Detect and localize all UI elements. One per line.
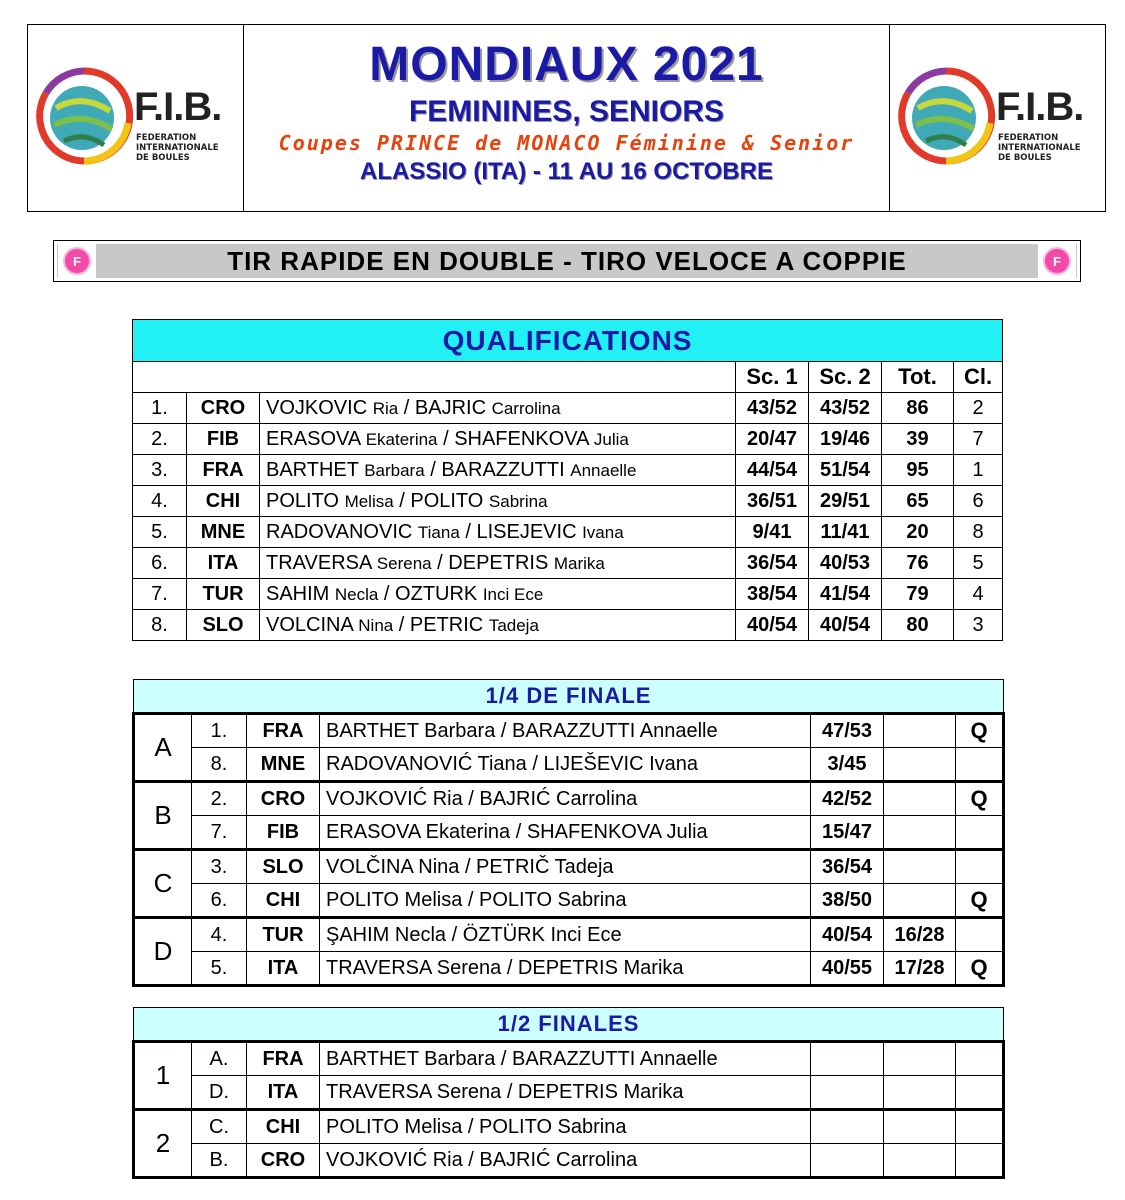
nation-code: CHI [247,1110,320,1144]
team-names: VOLCINA Nina / PETRIC Tadeja [260,610,736,641]
table-row [134,850,1004,884]
table-row [133,517,1003,548]
group-label: B [134,782,192,850]
score-1 [811,1076,884,1110]
fib-emblem-icon [896,63,996,173]
player2-first: Tadeja [488,615,539,635]
score-1: 47/53 [811,714,884,748]
team-names: SAHIM Necla / OZTURK Inci Ece [260,579,736,610]
score-2 [884,1144,956,1178]
seed-number: D. [192,1076,247,1110]
seed-number: 6. [192,884,247,918]
nation-code: ITA [247,1076,320,1110]
score-1 [811,1042,884,1076]
team-names: RADOVANOVIĆ Tiana / LIJEŠEVIC Ivana [320,748,811,782]
event-location: ALASSIO (ITA) - 11 AU 16 OCTOBRE [360,158,773,185]
team-names: VOJKOVIĆ Ria / BAJRIĆ Carrolina [320,1144,811,1178]
score-2 [884,884,956,918]
score-1: 20/47 [736,424,809,455]
qualified-mark [956,850,1004,884]
player2-last: PETRIC [409,613,484,636]
player2-first: Inci Ece [482,584,544,604]
team-names: POLITO Melisa / POLITO Sabrina [260,486,736,517]
score-2 [884,714,956,748]
player1-last: VOLCINA [266,613,353,636]
score-1: 36/54 [811,850,884,884]
total: 65 [882,486,954,517]
score-2 [884,1076,956,1110]
score-2 [884,782,956,816]
player1-first: Barbara [364,460,425,480]
total: 79 [882,579,954,610]
player1-first: Ria [372,398,399,418]
total: 95 [882,455,954,486]
score-2 [884,816,956,850]
score-2: 51/54 [809,455,882,486]
table-row [133,579,1003,610]
nation-code: CRO [187,393,260,424]
score-1: 36/51 [736,486,809,517]
female-badge-icon: F [63,247,91,275]
seed-number: B. [192,1144,247,1178]
row-number: 5. [133,517,187,548]
rank: 7 [954,424,1003,455]
player1-first: Ekaterina [365,429,438,449]
nation-code: SLO [247,850,320,884]
team-names: BARTHET Barbara / BARAZZUTTI Annaelle [320,714,811,748]
player1-first: Necla [334,584,379,604]
nation-code: MNE [187,517,260,548]
team-names: VOJKOVIC Ria / BAJRIC Carrolina [260,393,736,424]
semi-final-title: 1/2 FINALES [134,1008,1004,1042]
player2-last: BAJRIC [414,396,487,419]
fib-emblem-icon [34,63,134,173]
player1-last: TRAVERSA [266,551,372,574]
qualified-mark [956,918,1004,952]
team-names: POLITO Melisa / POLITO Sabrina [320,884,811,918]
group-label: 2 [134,1110,192,1178]
fib-fullname: FEDERATION INTERNATIONALE DE BOULES [998,133,1081,163]
rank: 4 [954,579,1003,610]
score-1: 40/54 [811,918,884,952]
score-2: 11/41 [809,517,882,548]
fib-logo-right [889,25,1105,211]
female-badge-icon: F [1043,247,1071,275]
score-1: 42/52 [811,782,884,816]
player1-last: SAHIM [266,582,330,605]
nation-code: FIB [187,424,260,455]
table-row [134,748,1004,782]
nation-code: CRO [247,1144,320,1178]
table-row [133,486,1003,517]
rank: 8 [954,517,1003,548]
qualified-mark [956,1076,1004,1110]
player1-first: Serena [376,553,432,573]
nation-code: FRA [247,714,320,748]
score-2: 40/54 [809,610,882,641]
score-1: 3/45 [811,748,884,782]
table-row [133,455,1003,486]
score-1: 44/54 [736,455,809,486]
row-number: 6. [133,548,187,579]
nation-code: FRA [187,455,260,486]
nation-code: FRA [247,1042,320,1076]
score-1: 36/54 [736,548,809,579]
seed-number: 4. [192,918,247,952]
seed-number: 2. [192,782,247,816]
nation-code: FIB [247,816,320,850]
score-2 [884,850,956,884]
nation-code: SLO [187,610,260,641]
score-1: 38/50 [811,884,884,918]
row-number: 3. [133,455,187,486]
qualified-mark [956,1042,1004,1076]
player2-first: Marika [553,553,605,573]
qualifications-table [132,319,1003,641]
fib-logo-left [28,25,244,211]
col-cl: Cl. [954,362,1003,393]
quarter-final-table [132,679,1005,987]
player1-first: Melisa [344,491,394,511]
qualified-mark: Q [956,952,1004,986]
table-row [134,816,1004,850]
team-names: TRAVERSA Serena / DEPETRIS Marika [320,952,811,986]
quarter-final-title: 1/4 DE FINALE [134,680,1004,714]
col-sc1: Sc. 1 [736,362,809,393]
player1-last: RADOVANOVIC [266,520,413,543]
nation-code: ITA [247,952,320,986]
table-row [133,548,1003,579]
nation-code: CHI [247,884,320,918]
player1-first: Tiana [417,522,460,542]
player2-last: OZTURK [395,582,478,605]
total: 86 [882,393,954,424]
rank: 2 [954,393,1003,424]
fib-abbr: F.I.B. [996,85,1084,129]
player2-first: Julia [593,429,629,449]
seed-number: C. [192,1110,247,1144]
score-2: 19/46 [809,424,882,455]
qualified-mark [956,1144,1004,1178]
cup-name: Coupes PRINCE de MONACO Féminine & Senior [278,131,855,155]
fib-fullname: FEDERATION INTERNATIONALE DE BOULES [136,133,219,163]
score-1: 43/52 [736,393,809,424]
score-1: 15/47 [811,816,884,850]
qualified-mark: Q [956,782,1004,816]
rank: 6 [954,486,1003,517]
score-1: 9/41 [736,517,809,548]
title-block [244,25,889,211]
score-1: 40/54 [736,610,809,641]
col-tot: Tot. [882,362,954,393]
total: 20 [882,517,954,548]
team-names: ŞAHIM Necla / ÖZTÜRK Inci Ece [320,918,811,952]
player2-first: Annaelle [570,460,637,480]
row-number: 2. [133,424,187,455]
score-2: 43/52 [809,393,882,424]
team-names: VOJKOVIĆ Ria / BAJRIĆ Carrolina [320,782,811,816]
document-header [27,24,1106,212]
score-2: 16/28 [884,918,956,952]
player1-last: BARTHET [266,458,359,481]
table-row [134,884,1004,918]
player2-last: LISEJEVIC [476,520,577,543]
seed-number: A. [192,1042,247,1076]
team-names: TRAVERSA Serena / DEPETRIS Marika [320,1076,811,1110]
player1-last: ERASOVA [266,427,361,450]
seed-number: 1. [192,714,247,748]
table-row [134,1144,1004,1178]
fib-abbr: F.I.B. [134,85,222,129]
table-row [134,952,1004,986]
player2-last: DEPETRIS [448,551,549,574]
player2-last: SHAFENKOVA [454,427,589,450]
table-row [133,393,1003,424]
team-names: BARTHET Barbara / BARAZZUTTI Annaelle [320,1042,811,1076]
score-2 [884,1110,956,1144]
nation-code: TUR [247,918,320,952]
nation-code: ITA [187,548,260,579]
total: 80 [882,610,954,641]
group-label: C [134,850,192,918]
nation-code: MNE [247,748,320,782]
score-1: 38/54 [736,579,809,610]
qualifications-title: QUALIFICATIONS [133,320,1003,362]
player2-last: POLITO [410,489,484,512]
seed-number: 8. [192,748,247,782]
qualified-mark: Q [956,714,1004,748]
team-names: ERASOVA Ekaterina / SHAFENKOVA Julia [320,816,811,850]
player1-last: POLITO [266,489,339,512]
score-1: 40/55 [811,952,884,986]
nation-code: CRO [247,782,320,816]
qualified-mark: Q [956,884,1004,918]
col-sc2: Sc. 2 [809,362,882,393]
table-row [134,714,1004,748]
team-names: BARTHET Barbara / BARAZZUTTI Annaelle [260,455,736,486]
nation-code: TUR [187,579,260,610]
score-2: 41/54 [809,579,882,610]
score-2: 29/51 [809,486,882,517]
rank: 5 [954,548,1003,579]
player1-first: Nina [358,615,394,635]
team-names: RADOVANOVIC Tiana / LISEJEVIC Ivana [260,517,736,548]
team-names: POLITO Melisa / POLITO Sabrina [320,1110,811,1144]
row-number: 1. [133,393,187,424]
player1-last: VOJKOVIC [266,396,368,419]
table-row [133,610,1003,641]
total: 39 [882,424,954,455]
player2-first: Sabrina [488,491,548,511]
player2-first: Carrolina [491,398,561,418]
team-names: VOLČINA Nina / PETRIČ Tadeja [320,850,811,884]
semi-final-table [132,1007,1005,1179]
score-1 [811,1144,884,1178]
column-headers [133,362,1003,393]
table-row [134,1076,1004,1110]
score-2 [884,1042,956,1076]
group-label: 1 [134,1042,192,1110]
event-banner [53,240,1081,282]
score-2 [884,748,956,782]
rank: 1 [954,455,1003,486]
total: 76 [882,548,954,579]
player2-last: BARAZZUTTI [441,458,565,481]
page-title: MONDIAUX 2021 [369,38,764,91]
team-names: ERASOVA Ekaterina / SHAFENKOVA Julia [260,424,736,455]
score-2: 17/28 [884,952,956,986]
group-label: A [134,714,192,782]
page-subtitle: FEMININES, SENIORS [408,95,725,128]
seed-number: 7. [192,816,247,850]
qualified-mark [956,816,1004,850]
table-row [134,1042,1004,1076]
qualified-mark [956,748,1004,782]
team-names: TRAVERSA Serena / DEPETRIS Marika [260,548,736,579]
score-1 [811,1110,884,1144]
row-number: 7. [133,579,187,610]
seed-number: 3. [192,850,247,884]
qualified-mark [956,1110,1004,1144]
row-number: 8. [133,610,187,641]
table-row [134,782,1004,816]
rank: 3 [954,610,1003,641]
table-row [134,918,1004,952]
nation-code: CHI [187,486,260,517]
event-title: TIR RAPIDE EN DOUBLE - TIRO VELOCE A COPPIE [227,245,907,276]
player2-first: Ivana [582,522,624,542]
table-row [133,424,1003,455]
seed-number: 5. [192,952,247,986]
score-2: 40/53 [809,548,882,579]
table-row [134,1110,1004,1144]
row-number: 4. [133,486,187,517]
group-label: D [134,918,192,986]
